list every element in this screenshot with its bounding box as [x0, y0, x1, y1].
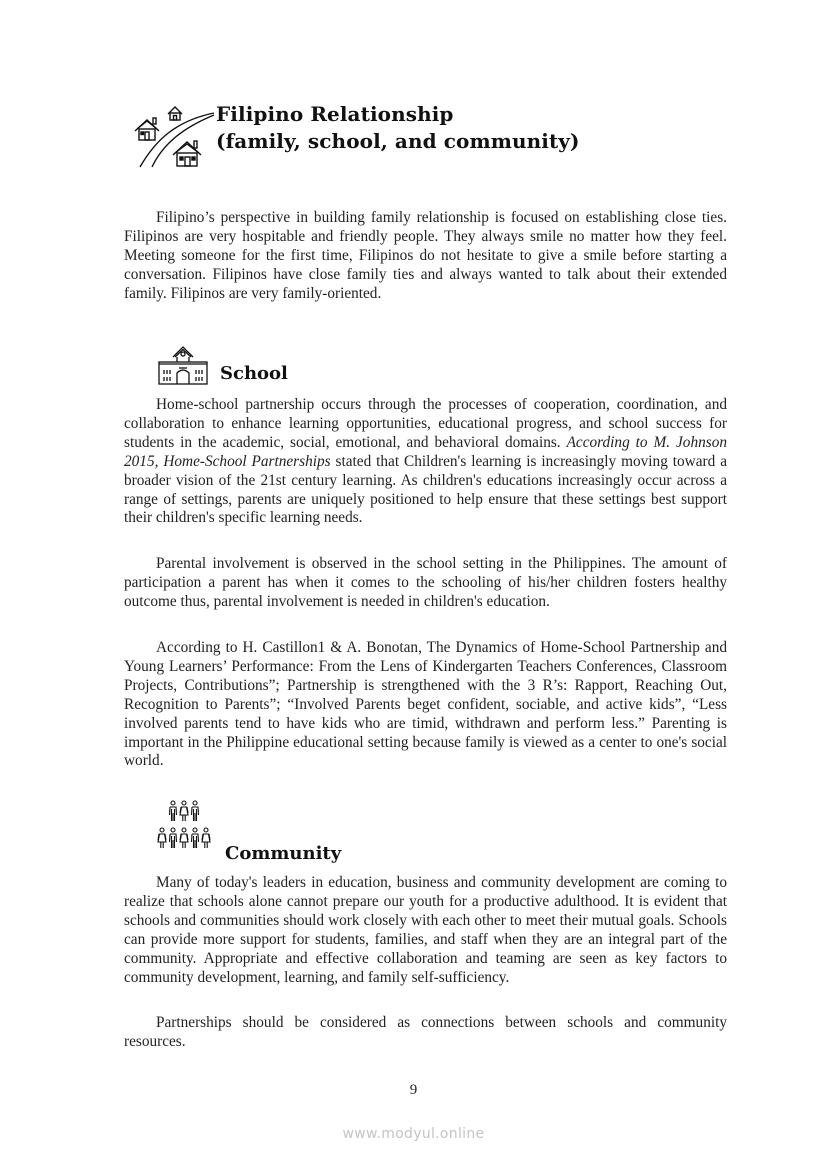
- school-paragraph-1: Home-school partnership occurs through the processes of cooperation, coordination, and collaboration to enhance learning opportunities, educational progress, and school success for students in the academic, social, emotional, and behavioral domains. According to M. Johnson 2015, Home-School Partnerships stated that Children's learning is increasingly moving toward a broader vision of the 21st century learning. As children's educations increasingly occur across a range of settings, parents are uniquely positioned to help ensure that these settings best support their children's specific learning needs.: [124, 396, 727, 527]
- people-group-icon: [157, 800, 217, 860]
- title-line-2: (family, school, and community): [216, 129, 580, 153]
- watermark: www.modyul.online: [342, 1126, 485, 1142]
- houses-road-icon: [130, 101, 218, 169]
- citation-johnson: According to M. Johnson 2015, Home-School Partnerships: [124, 433, 727, 470]
- school-paragraph-2: Parental involvement is observed in the school setting in the Philippines. The amount of participation a parent has when it comes to the schooling of his/her children fosters healthy outcome thus, parental involvement is needed in children's education.: [124, 555, 727, 610]
- page-number: 9: [409, 1082, 418, 1098]
- page-title: [216, 101, 580, 155]
- intro-paragraph: Filipino’s perspective in building family relationship is focused on establishing close ties. Filipinos are very hospitable and friendly people. They always smile no matter how they feel. Meeting someone for the first time, Filipinos do not hesitate to give a smile before starting a conversation. Filipinos have close family ties and always wanted to talk about their extended family. Filipinos are very family-oriented.: [124, 209, 727, 302]
- section-heading-community: Community: [225, 843, 342, 864]
- school-paragraph-3: According to H. Castillon1 & A. Bonotan, The Dynamics of Home-School Partnership and Young Learners’ Performance: From the Lens of Kindergarten Teachers Conferences, Classroom Projects, Contributions”; Partnership is strengthened with the 3 R’s: Rapport, Reaching Out, Recognition to Parents”; “Involved Parents beget confident, sociable, and active kids”, “Less involved parents tend to have kids who are timid, withdrawn and perform less.” Parenting is important in the Philippine educational setting because family is viewed as a center to one's social world.: [124, 639, 727, 770]
- section-heading-school: School: [220, 363, 288, 384]
- school-building-icon: [157, 343, 209, 385]
- title-line-1: Filipino Relationship: [216, 102, 454, 126]
- community-paragraph-1: Many of today's leaders in education, business and community development are coming to realize that schools alone cannot prepare our youth for a productive adulthood. It is evident that schools and communities should work closely with each other to meet their mutual goals. Schools can provide more support for students, families, and staff when they are an integral part of the community. Appropriate and effective collaboration and teaming are seen as key factors to community development, learning, and family self-sufficiency.: [124, 874, 727, 986]
- community-paragraph-2: Partnerships should be considered as connections between schools and community resources.: [124, 1014, 727, 1050]
